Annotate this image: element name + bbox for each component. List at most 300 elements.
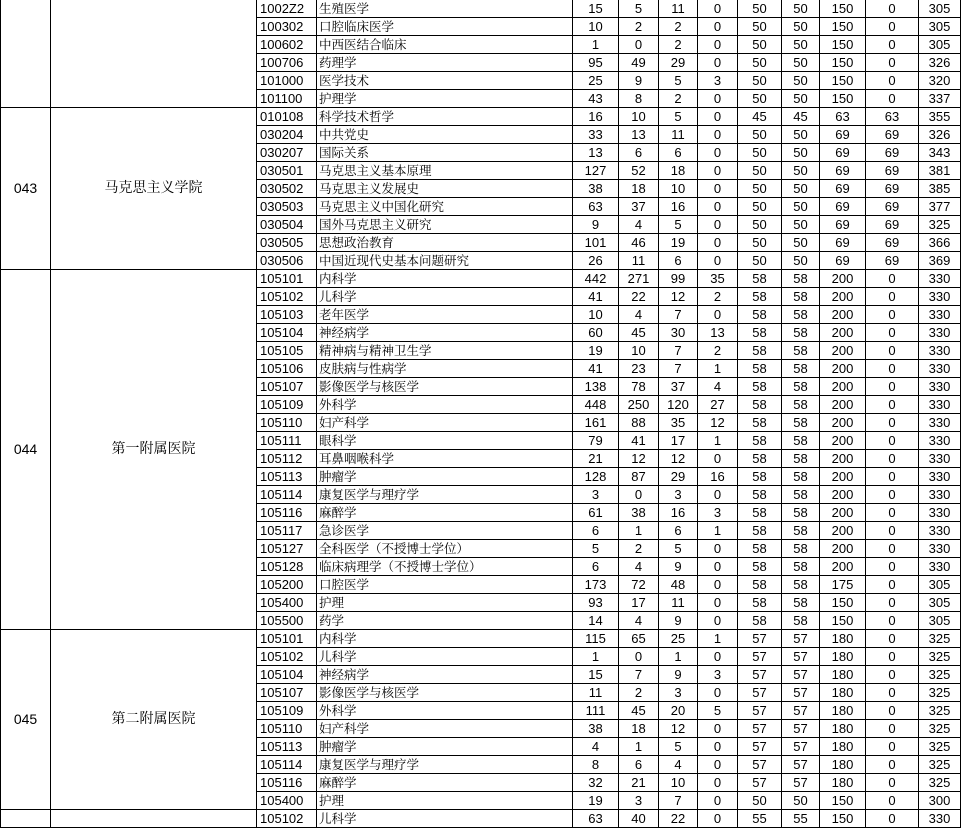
applicants-cell: 6 bbox=[573, 558, 619, 576]
major-code-cell: 101000 bbox=[257, 72, 317, 90]
admitted-total-cell: 7 bbox=[659, 360, 698, 378]
total-score-line-cell: 326 bbox=[919, 54, 961, 72]
total-score-line-cell: 381 bbox=[919, 162, 961, 180]
admitted-first-choice-cell: 1 bbox=[619, 522, 659, 540]
politics-line-cell: 50 bbox=[738, 180, 782, 198]
major-code-cell: 105104 bbox=[257, 324, 317, 342]
total-score-line-cell: 330 bbox=[919, 342, 961, 360]
department-name-cell bbox=[51, 0, 257, 108]
exempt-cell: 2 bbox=[698, 288, 738, 306]
subject1-line-cell: 150 bbox=[820, 18, 866, 36]
applicants-cell: 6 bbox=[573, 522, 619, 540]
major-name-cell: 神经病学 bbox=[317, 324, 573, 342]
exempt-cell: 0 bbox=[698, 576, 738, 594]
politics-line-cell: 50 bbox=[738, 198, 782, 216]
subject1-line-cell: 180 bbox=[820, 774, 866, 792]
total-score-line-cell: 325 bbox=[919, 720, 961, 738]
exempt-cell: 0 bbox=[698, 252, 738, 270]
major-code-cell: 100706 bbox=[257, 54, 317, 72]
subject2-line-cell: 0 bbox=[866, 378, 919, 396]
politics-line-cell: 58 bbox=[738, 594, 782, 612]
foreign-language-line-cell: 50 bbox=[782, 792, 820, 810]
admitted-total-cell: 11 bbox=[659, 126, 698, 144]
foreign-language-line-cell: 57 bbox=[782, 774, 820, 792]
total-score-line-cell: 325 bbox=[919, 702, 961, 720]
admitted-total-cell: 7 bbox=[659, 342, 698, 360]
admitted-total-cell: 17 bbox=[659, 432, 698, 450]
exempt-cell: 3 bbox=[698, 666, 738, 684]
admitted-first-choice-cell: 3 bbox=[619, 792, 659, 810]
admitted-total-cell: 16 bbox=[659, 504, 698, 522]
politics-line-cell: 50 bbox=[738, 252, 782, 270]
major-name-cell: 科学技术哲学 bbox=[317, 108, 573, 126]
foreign-language-line-cell: 50 bbox=[782, 54, 820, 72]
table-row bbox=[1, 108, 961, 126]
subject1-line-cell: 200 bbox=[820, 378, 866, 396]
applicants-cell: 15 bbox=[573, 0, 619, 18]
admitted-first-choice-cell: 21 bbox=[619, 774, 659, 792]
subject2-line-cell: 0 bbox=[866, 306, 919, 324]
subject2-line-cell: 69 bbox=[866, 162, 919, 180]
subject2-line-cell: 0 bbox=[866, 756, 919, 774]
politics-line-cell: 58 bbox=[738, 540, 782, 558]
major-name-cell: 麻醉学 bbox=[317, 504, 573, 522]
subject2-line-cell: 0 bbox=[866, 54, 919, 72]
applicants-cell: 13 bbox=[573, 144, 619, 162]
admitted-total-cell: 12 bbox=[659, 720, 698, 738]
subject1-line-cell: 180 bbox=[820, 630, 866, 648]
subject1-line-cell: 200 bbox=[820, 342, 866, 360]
admitted-total-cell: 37 bbox=[659, 378, 698, 396]
applicants-cell: 38 bbox=[573, 720, 619, 738]
applicants-cell: 41 bbox=[573, 288, 619, 306]
major-name-cell: 皮肤病与性病学 bbox=[317, 360, 573, 378]
major-code-cell: 105101 bbox=[257, 270, 317, 288]
major-name-cell: 马克思主义中国化研究 bbox=[317, 198, 573, 216]
admitted-total-cell: 30 bbox=[659, 324, 698, 342]
table-row bbox=[1, 630, 961, 648]
major-code-cell: 105400 bbox=[257, 792, 317, 810]
total-score-line-cell: 369 bbox=[919, 252, 961, 270]
foreign-language-line-cell: 50 bbox=[782, 180, 820, 198]
major-code-cell: 105102 bbox=[257, 648, 317, 666]
subject2-line-cell: 0 bbox=[866, 432, 919, 450]
admitted-first-choice-cell: 0 bbox=[619, 36, 659, 54]
total-score-line-cell: 385 bbox=[919, 180, 961, 198]
politics-line-cell: 50 bbox=[738, 18, 782, 36]
exempt-cell: 0 bbox=[698, 450, 738, 468]
applicants-cell: 43 bbox=[573, 90, 619, 108]
total-score-line-cell: 330 bbox=[919, 270, 961, 288]
total-score-line-cell: 325 bbox=[919, 756, 961, 774]
subject2-line-cell: 0 bbox=[866, 648, 919, 666]
exempt-cell: 0 bbox=[698, 558, 738, 576]
total-score-line-cell: 325 bbox=[919, 630, 961, 648]
department-name-cell: 第二附属医院 bbox=[51, 630, 257, 810]
admitted-total-cell: 5 bbox=[659, 108, 698, 126]
exempt-cell: 0 bbox=[698, 594, 738, 612]
admitted-total-cell: 5 bbox=[659, 540, 698, 558]
subject2-line-cell: 69 bbox=[866, 198, 919, 216]
foreign-language-line-cell: 50 bbox=[782, 18, 820, 36]
politics-line-cell: 57 bbox=[738, 774, 782, 792]
foreign-language-line-cell: 58 bbox=[782, 324, 820, 342]
subject2-line-cell: 0 bbox=[866, 720, 919, 738]
major-name-cell: 康复医学与理疗学 bbox=[317, 756, 573, 774]
admitted-total-cell: 20 bbox=[659, 702, 698, 720]
applicants-cell: 16 bbox=[573, 108, 619, 126]
major-code-cell: 030502 bbox=[257, 180, 317, 198]
politics-line-cell: 58 bbox=[738, 432, 782, 450]
politics-line-cell: 58 bbox=[738, 378, 782, 396]
politics-line-cell: 58 bbox=[738, 396, 782, 414]
applicants-cell: 26 bbox=[573, 252, 619, 270]
total-score-line-cell: 330 bbox=[919, 360, 961, 378]
foreign-language-line-cell: 55 bbox=[782, 810, 820, 828]
applicants-cell: 14 bbox=[573, 612, 619, 630]
politics-line-cell: 50 bbox=[738, 162, 782, 180]
subject2-line-cell: 0 bbox=[866, 612, 919, 630]
foreign-language-line-cell: 58 bbox=[782, 522, 820, 540]
admitted-first-choice-cell: 5 bbox=[619, 0, 659, 18]
major-code-cell: 105114 bbox=[257, 486, 317, 504]
admitted-total-cell: 99 bbox=[659, 270, 698, 288]
admitted-first-choice-cell: 4 bbox=[619, 306, 659, 324]
subject2-line-cell: 0 bbox=[866, 630, 919, 648]
major-code-cell: 030501 bbox=[257, 162, 317, 180]
subject1-line-cell: 180 bbox=[820, 666, 866, 684]
politics-line-cell: 58 bbox=[738, 342, 782, 360]
major-name-cell: 医学技术 bbox=[317, 72, 573, 90]
admitted-first-choice-cell: 250 bbox=[619, 396, 659, 414]
total-score-line-cell: 305 bbox=[919, 18, 961, 36]
major-code-cell: 105107 bbox=[257, 378, 317, 396]
major-name-cell: 护理 bbox=[317, 792, 573, 810]
major-code-cell: 030207 bbox=[257, 144, 317, 162]
admitted-total-cell: 5 bbox=[659, 72, 698, 90]
foreign-language-line-cell: 50 bbox=[782, 126, 820, 144]
subject2-line-cell: 0 bbox=[866, 504, 919, 522]
admitted-first-choice-cell: 49 bbox=[619, 54, 659, 72]
department-name-cell: 马克思主义学院 bbox=[51, 108, 257, 270]
politics-line-cell: 50 bbox=[738, 54, 782, 72]
subject2-line-cell: 0 bbox=[866, 468, 919, 486]
applicants-cell: 32 bbox=[573, 774, 619, 792]
subject2-line-cell: 69 bbox=[866, 216, 919, 234]
total-score-line-cell: 330 bbox=[919, 396, 961, 414]
foreign-language-line-cell: 45 bbox=[782, 108, 820, 126]
major-name-cell: 内科学 bbox=[317, 270, 573, 288]
subject1-line-cell: 180 bbox=[820, 648, 866, 666]
subject1-line-cell: 69 bbox=[820, 144, 866, 162]
total-score-line-cell: 330 bbox=[919, 324, 961, 342]
admitted-total-cell: 6 bbox=[659, 522, 698, 540]
exempt-cell: 0 bbox=[698, 810, 738, 828]
politics-line-cell: 57 bbox=[738, 756, 782, 774]
subject1-line-cell: 69 bbox=[820, 126, 866, 144]
exempt-cell: 0 bbox=[698, 108, 738, 126]
total-score-line-cell: 320 bbox=[919, 72, 961, 90]
total-score-line-cell: 377 bbox=[919, 198, 961, 216]
foreign-language-line-cell: 58 bbox=[782, 288, 820, 306]
foreign-language-line-cell: 58 bbox=[782, 486, 820, 504]
applicants-cell: 448 bbox=[573, 396, 619, 414]
politics-line-cell: 50 bbox=[738, 234, 782, 252]
applicants-cell: 33 bbox=[573, 126, 619, 144]
subject2-line-cell: 0 bbox=[866, 450, 919, 468]
total-score-line-cell: 305 bbox=[919, 36, 961, 54]
foreign-language-line-cell: 58 bbox=[782, 558, 820, 576]
major-code-cell: 105111 bbox=[257, 432, 317, 450]
applicants-cell: 93 bbox=[573, 594, 619, 612]
exempt-cell: 5 bbox=[698, 702, 738, 720]
admitted-total-cell: 11 bbox=[659, 0, 698, 18]
exempt-cell: 1 bbox=[698, 360, 738, 378]
foreign-language-line-cell: 58 bbox=[782, 306, 820, 324]
major-name-cell: 儿科学 bbox=[317, 288, 573, 306]
admitted-first-choice-cell: 23 bbox=[619, 360, 659, 378]
exempt-cell: 0 bbox=[698, 126, 738, 144]
total-score-line-cell: 325 bbox=[919, 666, 961, 684]
applicants-cell: 115 bbox=[573, 630, 619, 648]
admitted-total-cell: 5 bbox=[659, 738, 698, 756]
total-score-line-cell: 330 bbox=[919, 288, 961, 306]
major-name-cell: 中国近现代史基本问题研究 bbox=[317, 252, 573, 270]
foreign-language-line-cell: 58 bbox=[782, 378, 820, 396]
exempt-cell: 12 bbox=[698, 414, 738, 432]
major-name-cell: 中共党史 bbox=[317, 126, 573, 144]
subject1-line-cell: 69 bbox=[820, 216, 866, 234]
major-name-cell: 马克思主义发展史 bbox=[317, 180, 573, 198]
subject2-line-cell: 0 bbox=[866, 342, 919, 360]
major-name-cell: 生殖医学 bbox=[317, 0, 573, 18]
admitted-total-cell: 6 bbox=[659, 144, 698, 162]
foreign-language-line-cell: 50 bbox=[782, 36, 820, 54]
major-code-cell: 105105 bbox=[257, 342, 317, 360]
admitted-first-choice-cell: 87 bbox=[619, 468, 659, 486]
subject1-line-cell: 180 bbox=[820, 756, 866, 774]
subject1-line-cell: 150 bbox=[820, 0, 866, 18]
subject1-line-cell: 150 bbox=[820, 594, 866, 612]
foreign-language-line-cell: 58 bbox=[782, 414, 820, 432]
admitted-first-choice-cell: 4 bbox=[619, 612, 659, 630]
politics-line-cell: 58 bbox=[738, 522, 782, 540]
politics-line-cell: 50 bbox=[738, 0, 782, 18]
major-code-cell: 105400 bbox=[257, 594, 317, 612]
exempt-cell: 0 bbox=[698, 198, 738, 216]
politics-line-cell: 58 bbox=[738, 306, 782, 324]
major-code-cell: 105113 bbox=[257, 738, 317, 756]
total-score-line-cell: 305 bbox=[919, 576, 961, 594]
applicants-cell: 79 bbox=[573, 432, 619, 450]
admitted-first-choice-cell: 41 bbox=[619, 432, 659, 450]
major-code-cell: 105500 bbox=[257, 612, 317, 630]
applicants-cell: 1 bbox=[573, 648, 619, 666]
foreign-language-line-cell: 58 bbox=[782, 468, 820, 486]
admitted-first-choice-cell: 37 bbox=[619, 198, 659, 216]
applicants-cell: 9 bbox=[573, 216, 619, 234]
subject2-line-cell: 0 bbox=[866, 774, 919, 792]
subject1-line-cell: 180 bbox=[820, 738, 866, 756]
admitted-total-cell: 3 bbox=[659, 486, 698, 504]
politics-line-cell: 58 bbox=[738, 360, 782, 378]
exempt-cell: 2 bbox=[698, 342, 738, 360]
foreign-language-line-cell: 58 bbox=[782, 432, 820, 450]
applicants-cell: 61 bbox=[573, 504, 619, 522]
major-code-cell: 105128 bbox=[257, 558, 317, 576]
major-code-cell: 105104 bbox=[257, 666, 317, 684]
foreign-language-line-cell: 57 bbox=[782, 648, 820, 666]
foreign-language-line-cell: 58 bbox=[782, 360, 820, 378]
foreign-language-line-cell: 50 bbox=[782, 216, 820, 234]
major-code-cell: 105127 bbox=[257, 540, 317, 558]
major-code-cell: 105114 bbox=[257, 756, 317, 774]
subject1-line-cell: 69 bbox=[820, 252, 866, 270]
applicants-cell: 127 bbox=[573, 162, 619, 180]
major-code-cell: 105109 bbox=[257, 396, 317, 414]
admitted-first-choice-cell: 6 bbox=[619, 144, 659, 162]
exempt-cell: 0 bbox=[698, 162, 738, 180]
admitted-first-choice-cell: 10 bbox=[619, 342, 659, 360]
major-code-cell: 105102 bbox=[257, 810, 317, 828]
applicants-cell: 138 bbox=[573, 378, 619, 396]
subject1-line-cell: 180 bbox=[820, 702, 866, 720]
subject2-line-cell: 0 bbox=[866, 414, 919, 432]
politics-line-cell: 58 bbox=[738, 450, 782, 468]
foreign-language-line-cell: 58 bbox=[782, 396, 820, 414]
major-name-cell: 老年医学 bbox=[317, 306, 573, 324]
department-name-cell bbox=[51, 810, 257, 828]
admitted-first-choice-cell: 78 bbox=[619, 378, 659, 396]
total-score-line-cell: 325 bbox=[919, 738, 961, 756]
admitted-first-choice-cell: 2 bbox=[619, 18, 659, 36]
admitted-total-cell: 19 bbox=[659, 234, 698, 252]
total-score-line-cell: 330 bbox=[919, 414, 961, 432]
subject2-line-cell: 0 bbox=[866, 558, 919, 576]
politics-line-cell: 57 bbox=[738, 720, 782, 738]
major-name-cell: 护理学 bbox=[317, 90, 573, 108]
subject1-line-cell: 180 bbox=[820, 720, 866, 738]
total-score-line-cell: 330 bbox=[919, 810, 961, 828]
politics-line-cell: 58 bbox=[738, 576, 782, 594]
subject2-line-cell: 69 bbox=[866, 126, 919, 144]
politics-line-cell: 57 bbox=[738, 702, 782, 720]
major-code-cell: 105107 bbox=[257, 684, 317, 702]
total-score-line-cell: 330 bbox=[919, 540, 961, 558]
politics-line-cell: 45 bbox=[738, 108, 782, 126]
total-score-line-cell: 330 bbox=[919, 522, 961, 540]
total-score-line-cell: 343 bbox=[919, 144, 961, 162]
politics-line-cell: 58 bbox=[738, 288, 782, 306]
major-code-cell: 105106 bbox=[257, 360, 317, 378]
subject1-line-cell: 200 bbox=[820, 450, 866, 468]
admitted-first-choice-cell: 18 bbox=[619, 180, 659, 198]
major-name-cell: 外科学 bbox=[317, 702, 573, 720]
subject1-line-cell: 200 bbox=[820, 270, 866, 288]
major-name-cell: 耳鼻咽喉科学 bbox=[317, 450, 573, 468]
politics-line-cell: 58 bbox=[738, 324, 782, 342]
politics-line-cell: 58 bbox=[738, 486, 782, 504]
major-name-cell: 儿科学 bbox=[317, 648, 573, 666]
admitted-first-choice-cell: 17 bbox=[619, 594, 659, 612]
subject2-line-cell: 0 bbox=[866, 360, 919, 378]
politics-line-cell: 57 bbox=[738, 666, 782, 684]
applicants-cell: 10 bbox=[573, 306, 619, 324]
major-name-cell: 口腔医学 bbox=[317, 576, 573, 594]
foreign-language-line-cell: 50 bbox=[782, 198, 820, 216]
politics-line-cell: 57 bbox=[738, 684, 782, 702]
admitted-total-cell: 48 bbox=[659, 576, 698, 594]
major-code-cell: 030204 bbox=[257, 126, 317, 144]
total-score-line-cell: 325 bbox=[919, 774, 961, 792]
applicants-cell: 1 bbox=[573, 36, 619, 54]
major-name-cell: 妇产科学 bbox=[317, 720, 573, 738]
total-score-line-cell: 330 bbox=[919, 306, 961, 324]
exempt-cell: 0 bbox=[698, 144, 738, 162]
department-code-cell: 045 bbox=[1, 630, 51, 810]
applicants-cell: 95 bbox=[573, 54, 619, 72]
politics-line-cell: 57 bbox=[738, 648, 782, 666]
admitted-total-cell: 29 bbox=[659, 54, 698, 72]
exempt-cell: 0 bbox=[698, 90, 738, 108]
major-name-cell: 国外马克思主义研究 bbox=[317, 216, 573, 234]
applicants-cell: 101 bbox=[573, 234, 619, 252]
major-name-cell: 护理 bbox=[317, 594, 573, 612]
major-code-cell: 030504 bbox=[257, 216, 317, 234]
applicants-cell: 15 bbox=[573, 666, 619, 684]
admitted-total-cell: 16 bbox=[659, 198, 698, 216]
exempt-cell: 4 bbox=[698, 378, 738, 396]
subject1-line-cell: 200 bbox=[820, 522, 866, 540]
applicants-cell: 442 bbox=[573, 270, 619, 288]
admitted-first-choice-cell: 11 bbox=[619, 252, 659, 270]
exempt-cell: 0 bbox=[698, 612, 738, 630]
exempt-cell: 35 bbox=[698, 270, 738, 288]
subject1-line-cell: 180 bbox=[820, 684, 866, 702]
major-code-cell: 1002Z2 bbox=[257, 0, 317, 18]
subject1-line-cell: 150 bbox=[820, 72, 866, 90]
table-body bbox=[1, 0, 961, 828]
admitted-total-cell: 2 bbox=[659, 90, 698, 108]
applicants-cell: 3 bbox=[573, 486, 619, 504]
subject1-line-cell: 200 bbox=[820, 504, 866, 522]
subject2-line-cell: 0 bbox=[866, 486, 919, 504]
admitted-total-cell: 7 bbox=[659, 792, 698, 810]
admitted-first-choice-cell: 7 bbox=[619, 666, 659, 684]
applicants-cell: 25 bbox=[573, 72, 619, 90]
total-score-line-cell: 325 bbox=[919, 648, 961, 666]
department-code-cell bbox=[1, 0, 51, 108]
major-code-cell: 030505 bbox=[257, 234, 317, 252]
applicants-cell: 5 bbox=[573, 540, 619, 558]
exempt-cell: 0 bbox=[698, 756, 738, 774]
subject1-line-cell: 200 bbox=[820, 306, 866, 324]
applicants-cell: 60 bbox=[573, 324, 619, 342]
foreign-language-line-cell: 50 bbox=[782, 90, 820, 108]
department-code-cell: 043 bbox=[1, 108, 51, 270]
table-row bbox=[1, 270, 961, 288]
major-name-cell: 肿瘤学 bbox=[317, 738, 573, 756]
total-score-line-cell: 330 bbox=[919, 504, 961, 522]
major-code-cell: 101100 bbox=[257, 90, 317, 108]
exempt-cell: 0 bbox=[698, 720, 738, 738]
politics-line-cell: 50 bbox=[738, 144, 782, 162]
admitted-first-choice-cell: 72 bbox=[619, 576, 659, 594]
politics-line-cell: 58 bbox=[738, 270, 782, 288]
exempt-cell: 0 bbox=[698, 180, 738, 198]
exempt-cell: 0 bbox=[698, 738, 738, 756]
major-name-cell: 影像医学与核医学 bbox=[317, 378, 573, 396]
